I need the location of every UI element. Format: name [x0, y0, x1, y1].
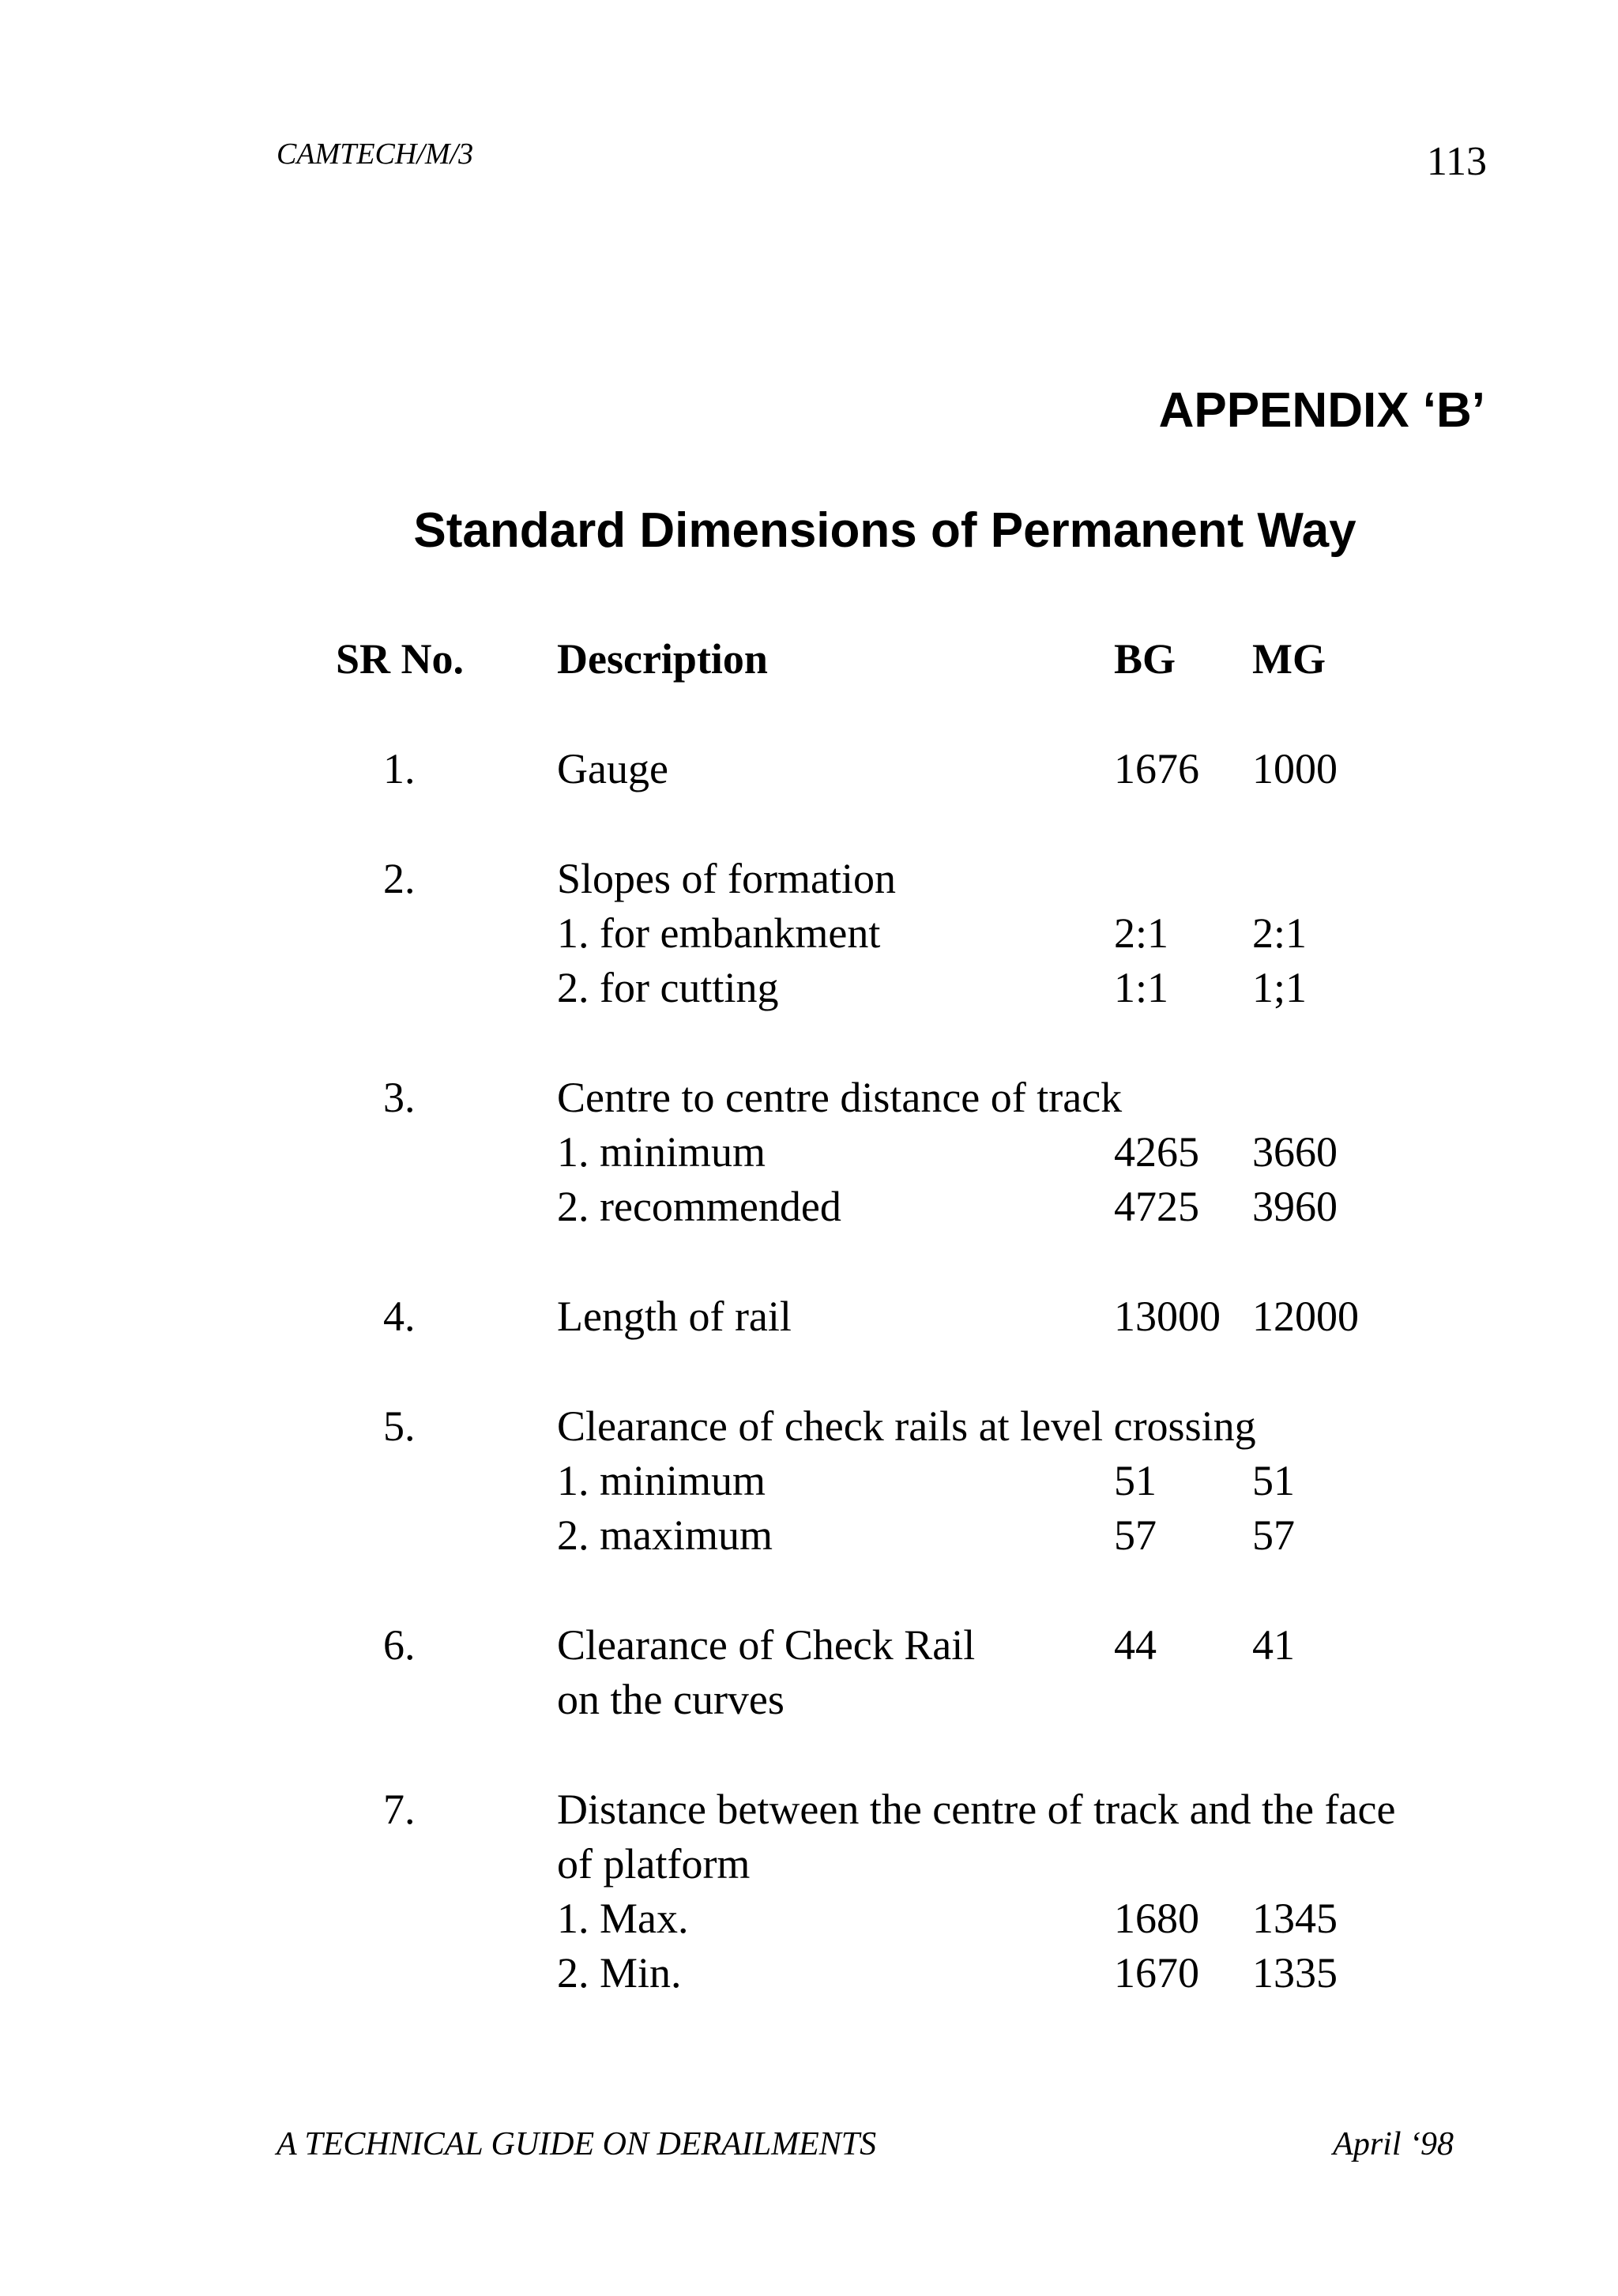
- item-number: 1.: [383, 745, 416, 792]
- item-number: 4.: [383, 1293, 416, 1340]
- bg-value-cell: 51: [1114, 1457, 1157, 1504]
- table-item: [0, 1289, 1618, 1344]
- description-cell: 1. minimum: [557, 1457, 766, 1504]
- table-row: [0, 1289, 1618, 1344]
- table-header-row: [0, 632, 1618, 687]
- mg-value-cell: 1335: [1252, 1949, 1338, 1997]
- table-item: [0, 742, 1618, 796]
- description-cell: Length of rail: [557, 1293, 792, 1340]
- item-number: 6.: [383, 1621, 416, 1669]
- description-cell: on the curves: [557, 1676, 785, 1723]
- table-row: [0, 742, 1618, 796]
- table-row: [0, 1837, 1618, 1891]
- mg-value-cell: 12000: [1252, 1293, 1359, 1340]
- mg-value-cell: 57: [1252, 1511, 1295, 1559]
- column-header-description: Description: [557, 635, 768, 683]
- table-row: [0, 1071, 1618, 1125]
- item-number: 7.: [383, 1786, 416, 1833]
- table-row: [0, 1946, 1618, 2001]
- description-cell: Clearance of Check Rail: [557, 1621, 976, 1669]
- mg-value-cell: 1345: [1252, 1895, 1338, 1942]
- table-item: [0, 1782, 1618, 2001]
- table-body: [0, 742, 1618, 2001]
- mg-value-cell: 3960: [1252, 1183, 1338, 1230]
- table-row: [0, 1180, 1618, 1234]
- footer-title: A TECHNICAL GUIDE ON DERAILMENTS: [277, 2126, 877, 2162]
- mg-value-cell: 1;1: [1252, 964, 1308, 1011]
- description-cell: 1. minimum: [557, 1128, 766, 1176]
- description-cell: Gauge: [557, 745, 668, 792]
- table-item: [0, 852, 1618, 1015]
- bg-value-cell: 2:1: [1114, 909, 1169, 957]
- table-row: [0, 1782, 1618, 1837]
- table-item: [0, 1618, 1618, 1727]
- page-title: Standard Dimensions of Permanent Way: [413, 503, 1356, 558]
- mg-value-cell: 1000: [1252, 745, 1338, 792]
- table-item: [0, 1399, 1618, 1563]
- table-row: [0, 852, 1618, 906]
- table-item: [0, 1071, 1618, 1234]
- description-cell: 1. for embankment: [557, 909, 881, 957]
- dimensions-table: [0, 632, 1618, 2001]
- table-row: [0, 1618, 1618, 1673]
- column-header-sr-no: SR No.: [336, 635, 465, 683]
- item-number: 3.: [383, 1074, 416, 1121]
- table-row: [0, 1673, 1618, 1727]
- column-header-mg: MG: [1252, 635, 1326, 683]
- description-cell: Clearance of check rails at level crossing: [557, 1402, 1256, 1450]
- bg-value-cell: 1670: [1114, 1949, 1199, 1997]
- description-cell: Centre to centre distance of track: [557, 1074, 1123, 1121]
- page-number: 113: [1426, 139, 1487, 184]
- table-row: [0, 1454, 1618, 1508]
- description-cell: Distance between the centre of track and the face: [557, 1786, 1396, 1833]
- bg-value-cell: 1676: [1114, 745, 1199, 792]
- table-row: [0, 1508, 1618, 1563]
- column-header-bg: BG: [1114, 635, 1176, 683]
- bg-value-cell: 1:1: [1114, 964, 1169, 1011]
- description-cell: 2. for cutting: [557, 964, 779, 1011]
- table-row: [0, 1125, 1618, 1180]
- bg-value-cell: 4265: [1114, 1128, 1199, 1176]
- description-cell: of platform: [557, 1840, 751, 1888]
- description-cell: 2. maximum: [557, 1511, 773, 1559]
- description-cell: 2. recommended: [557, 1183, 841, 1230]
- bg-value-cell: 44: [1114, 1621, 1157, 1669]
- bg-value-cell: 57: [1114, 1511, 1157, 1559]
- bg-value-cell: 13000: [1114, 1293, 1221, 1340]
- description-cell: 1. Max.: [557, 1895, 689, 1942]
- bg-value-cell: 1680: [1114, 1895, 1199, 1942]
- appendix-heading: APPENDIX ‘B’: [1158, 383, 1485, 438]
- item-number: 2.: [383, 855, 416, 902]
- item-number: 5.: [383, 1402, 416, 1450]
- mg-value-cell: 3660: [1252, 1128, 1338, 1176]
- description-cell: 2. Min.: [557, 1949, 682, 1997]
- mg-value-cell: 51: [1252, 1457, 1295, 1504]
- document-code: CAMTECH/M/3: [277, 137, 474, 171]
- table-row: [0, 961, 1618, 1015]
- mg-value-cell: 41: [1252, 1621, 1295, 1669]
- description-cell: Slopes of formation: [557, 855, 896, 902]
- footer-date: April ‘98: [1333, 2126, 1454, 2162]
- table-row: [0, 906, 1618, 961]
- bg-value-cell: 4725: [1114, 1183, 1199, 1230]
- mg-value-cell: 2:1: [1252, 909, 1308, 957]
- table-row: [0, 1891, 1618, 1946]
- table-row: [0, 1399, 1618, 1454]
